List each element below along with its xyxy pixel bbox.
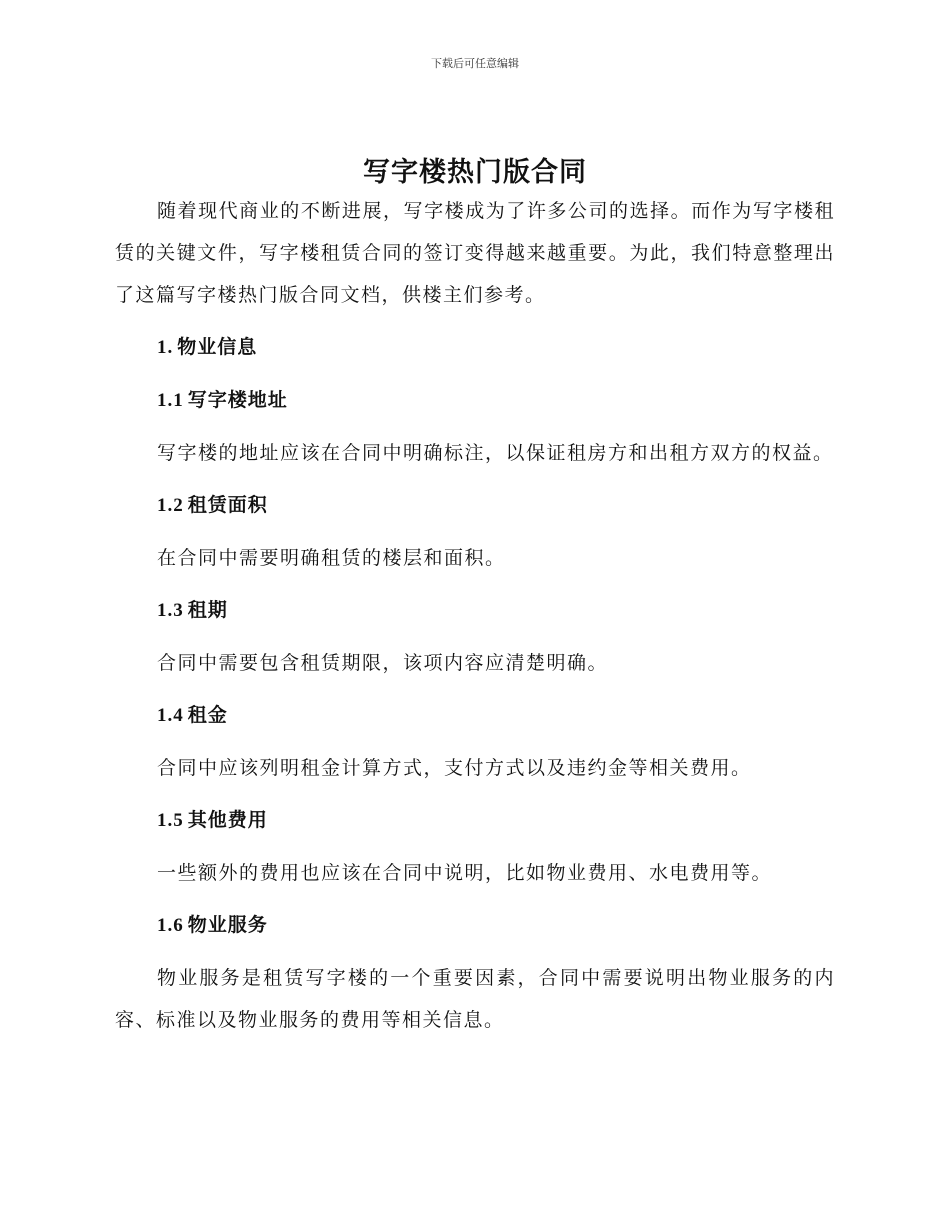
- section-heading-text: 写字楼地址: [187, 389, 288, 411]
- document-title: 写字楼热门版合同: [363, 157, 587, 188]
- section-paragraph-1-5: 一些额外的费用也应该在合同中说明，比如物业费用、水电费用等。: [157, 862, 773, 884]
- section-number: 1.1: [157, 390, 184, 411]
- section-number: 1.4: [157, 705, 184, 726]
- section-paragraph-1-4: 合同中应该列明租金计算方式，支付方式以及违约金等相关费用。: [157, 757, 752, 779]
- header-note: 下载后可任意编辑: [431, 57, 519, 70]
- section-paragraph-1-2: 在合同中需要明确租赁的楼层和面积。: [157, 547, 506, 569]
- section-number: 1.5: [157, 810, 184, 831]
- section-heading-1-2: [115, 484, 835, 527]
- section-heading-1-3: [115, 589, 835, 632]
- section-number: 1.6: [157, 915, 184, 936]
- section-heading-1-5: [115, 799, 835, 842]
- section-heading-text: 物业服务: [187, 914, 268, 936]
- intro-paragraph: 随着现代商业的不断进展，写字楼成为了许多公司的选择。而作为写字楼租赁的关键文件，写字楼租赁合同的签订变得越来越重要。为此，我们特意整理出了这篇写字楼热门版合同文档，供楼主们参考。: [115, 200, 835, 306]
- section-heading-text: 租金: [187, 704, 228, 726]
- section-heading-text: 其他费用: [187, 809, 268, 831]
- section-heading-text: 租赁面积: [187, 494, 268, 516]
- section-heading-1: [115, 326, 835, 369]
- section-number: 1.2: [157, 495, 184, 516]
- section-heading-1-1: [115, 379, 835, 422]
- section-heading-text: 租期: [187, 599, 228, 621]
- section-paragraph-1-6: 物业服务是租赁写字楼的一个重要因素，合同中需要说明出物业服务的内容、标准以及物业服务的费用等相关信息。: [115, 967, 835, 1031]
- section-heading-1-6: [115, 904, 835, 947]
- document-body: [115, 190, 835, 1041]
- section-paragraph-1-1: 写字楼的地址应该在合同中明确标注，以保证租房方和出租方双方的权益。: [157, 442, 834, 464]
- section-heading-1-4: [115, 694, 835, 737]
- section-paragraph-1-3: 合同中需要包含租赁期限，该项内容应清楚明确。: [157, 652, 609, 674]
- section-heading-text: 物业信息: [177, 336, 258, 358]
- section-number: 1.3: [157, 600, 184, 621]
- section-number: 1.: [157, 337, 174, 358]
